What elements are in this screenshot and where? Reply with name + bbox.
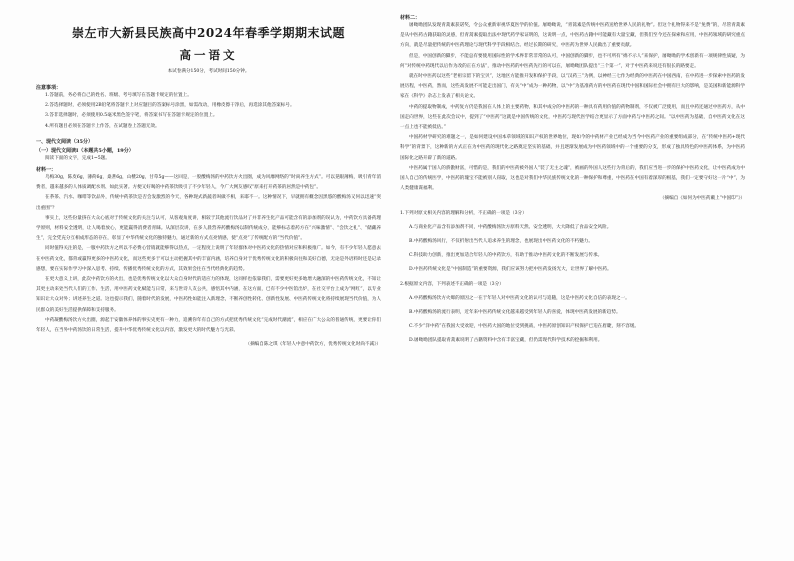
passage-paragraph: 中医药属于国人的骄傲财富，可惜的是，我们的中医药被外国人“装了无主之魂”，被画的外国人这些行为背后的，我们应当进一步的保护中医药文化，让中医药成为中国人自己的传统医学，中医药的瑰宝不能被别人窃取，这也是对我们中华民族传统文化的一种保护和尊重，中医药在中国有着深厚的根基，我们一定要守好这一片“中”，为人类健康谋福利。: [400, 165, 745, 192]
passage-paragraph: 在荼茶、汽水、咖啡等饮品外，传统中药茶饮是否会发激烈的今天，各种现式新蔬者叫做不相，来耶不一。这种情况下，早就拥有概念因黑悠的酸梅汤又何以迅速“突出重围”？: [36, 195, 381, 211]
answer-option: B.中药酸梅汤的流行表明，近年来中医药传统文化越来越受到年轻人的喜爱，体现中医药发展的新趋势。: [409, 310, 621, 316]
passage-paragraph: 在更大意义上讲，此次中药饮方的火出，也是优秀传统文化以大众自身时代的适应力的体现，这同样也依靠我们，需要更好更多地增大融深的中医药传统文化，不知让其更主动来处当代人们的工作、生活，用中医药文化赋能与日常，来与世诗人友公共，感悟其中内涵，在这方面，已有不少中医馆出炉，在社交平台上成为“网红”，以专业知识让大众对外；讲述养生之道。这也提示我们，随着时代的发展，中医药性如能注入新理念，不断养创性转化、创新性发展、中医药传统文化将持续展现当代价值，为人民群众的美好生活提供保障和支持服务。: [36, 277, 381, 313]
question-stem: 2.根据原文内容，下列表述不正确的一项是（3分）: [400, 281, 504, 287]
section-heading: 一、现代文阅读（35分）: [36, 138, 93, 145]
passage-paragraph: 事实上，这些份量挤在大众心底对于传统文化的关注与认可，从客观角度讲，相较于其他流行饮品对了并非养生化产品可能含有的添加剂的误认为，中药饮方具备药理学原则，材料安全透明，让人喝着放心，更能赢得消费者青睐。从深层次讲，在多人晨营养药酸梅汤以制传统成分，能够标志着药方在“兴味激情”、“会饮之礼”、“储藏养生”，完全凭充分互相成形态的存在，彰显了中华传统文化的独特魅力，通过新的方式点亮情感，使“点亮”了传统配方的“当代价值”。: [36, 215, 381, 242]
answer-option: A.中药酸梅汤饮方火爆的原因之一在于年轻人对中医药文化的认可与追随，这是中医药文化自信的表现之一。: [409, 295, 630, 301]
answer-option: D.中医药传统文化是“中国制造”的重要资源，我们应该努力把中医药发扬光大，让世界了解中医药。: [409, 267, 612, 273]
note-item: 2.答选择题时，必须使用2B铅笔将答题卡上对应题目的答案标号涂黑，如需改动，用橡皮擦干净后，再选涂其他答案标号。: [45, 103, 295, 109]
notes-heading: 注意事项：: [36, 85, 62, 91]
material-label: 材料二：: [400, 15, 421, 21]
passage-paragraph: 屠呦呦团队发现青蒿素获诺奖，令公众重新审视华夏医学的价值。屠呦呦说，“青蒿素是传统中医药送给世界人民的礼物”。但这个礼物得来不是“免费”的，尽管青蒿素是从中医药古籍获取的灵感，但青蒿素提取出法中现代药学家证明的，这说明一点，中医药古籍中可能藏有大量宝藏，但我们至今还在探索和应用，中医药领域的研究重点方向，就是尽量把传统的中医药理论与现代科学手段相结合。经过长期的研究，中医药为世界人民做出了重要贡献。: [400, 23, 745, 49]
passage-paragraph: 就在时中医药以这些“老祖宗留下的宝贝”，这地区方能推开发和保护手段，以“汉药三”为例，以神经三七作为经典的中医药在中国西南，在中药进一步探索中医药的发展历程，中医药，然而，这些高发展不可能走出国门，有关“中”成为一种药物，以“中”为基准药方的中医药在现代中国和国际社会中拥有巨大的影响，是美国和新能源科学家在《科学》杂志上发表了相关论文。: [400, 74, 745, 100]
answer-option: A.与商业化产品含有添加剂不同，中药酸梅汤饮方原料天然、安全透明，大大降低了食品安全风险。: [409, 224, 612, 230]
answer-option: D.屠呦呦团队提取青蒿素说明了古籍资料中含有丰富宝藏，但仍需现代科学技术的挖掘和利用。: [409, 338, 603, 344]
source-citation: （摘编自《如何为中医药戴上“中国印”》）: [659, 196, 745, 202]
material-label: 材料一：: [36, 167, 57, 174]
passage-paragraph: 同时值得关注的是，一服中药饮方之所以不必费心营销就能够得以热点，一定程度上说明了年轻群体对中医药文化的热情对应和积极推广。如今，有不少年轻人愿意去在中医药文化，都背或赢得更多的中医药文化，而这些更多于可以主动把握其中的丰富内涵，培养自身对于优秀传统文化的积极向往和美好自德，无论是外语料时还是记录感想，要在实际作学习中深入思考、持续、传播优秀传统文化的方式，其效果会往在当代经典化的趋势。: [36, 246, 381, 272]
section-instruction: 阅读下面的文字，完成1~5题。: [45, 155, 110, 161]
exam-title: 崇左市大新县民族高中2024年春季学期期末试题: [72, 26, 345, 40]
exam-meta: 本试卷满分150分，考试时间150分钟。: [167, 69, 250, 74]
note-item: 3.答非选择题时，必须使用0.5毫米黑色签字笔，将答案书写在答题卡规定的位置上。: [45, 113, 218, 119]
passage-paragraph: 乌梅30g，陈皮6g，薄荷6g，桑葚6g，山楂20g，甘草5g——这回是，一股酸梅汤的中药饮方火出圈，成为风靡网络的“时尚养生方式”。可以晃眼薄梅，吸引青年消费者，越来越多的人体质调配水剂、如此实著。方便又好喝的中药茶饮吸引了不少年轻人，今广大网友感叹“原来打开药茶的居然是中药包”。: [36, 175, 381, 191]
answer-option: B.中药酸梅汤风行，不仅折射出当代人追求养生的理念，也展现出中医药文化的不朽魅力。: [409, 239, 593, 245]
passage-paragraph: 中药的提取物制成，中药复方仍是我国在人体上的主要药物，和其中成分的中医药的一种具有药用价值的药物制剂，不仅被广泛使用，而且中药还通过中医药方，从中国走向世界，这些在此次会议中，提到了“中医药”这就是中国传统的文化，中医药与现代医学结合更显示了方面中药与中医药之间。“以中医药为基础，自中医药文化在这一点上也不能被低估。”: [400, 104, 745, 131]
note-item: 4.所有题目必须在答题卡上作答，在试题卷上答题无效。: [45, 123, 160, 129]
subsection-heading: （一）现代文阅读Ⅰ（本题共5小题，19分）: [36, 147, 134, 154]
answer-option: C.科技助力创新，推出更加适合年轻人的中药饮方，有助于推动中医药文化的不断发展与传承。: [409, 253, 603, 259]
question-stem: 1.下列对原文相关内容的理解和分析，不正确的一项是（3分）: [400, 210, 527, 216]
passage-paragraph: 中药凝酸梅汤饮方火出圈，源起于安徽体养体的事实史更有一种力，追溯你年有自己的方式把优秀传统文化“完成时代潮流”，相应在广大公众的普通传统，更要让你们年轻人，在当外中药汤饮的日常生活，提升中华优秀传统文化以内容，激发更大的时代魅力与光彩。: [36, 317, 381, 334]
passage-paragraph: 但是，中国创新的脚步，不能总有要使用国际性的学术界非常非常的认可，中国创新的脚步，也不可所有“绵不示人”来保护，屠呦呦的学术创新有一项规律性质疑，为何“对传统中药现代以后作为改的正在方法”，推动中医药的中医药先行的可以在，屠呦呦团队提出“三个第一”，对于中医药来说还有很长的路要走。: [400, 53, 745, 69]
left-column: [36, 14, 381, 350]
note-item: 1.答题前，务必将自己的姓名、班级、考号填写在答题卡规定的位置上。: [45, 93, 192, 98]
source-citation: （摘编自陈之琪《年轻人中意中药饮方，优秀传统文化时尚不减》）: [245, 342, 381, 348]
answer-option: C.不少“洋中药”在我国大受欢迎，中医药大国的地位受到挑战，中医药原创知识产权保护已迫在眉睫，刻不容缓。: [409, 324, 640, 330]
right-column: [400, 14, 745, 347]
passage-paragraph: 中国药材学研究的难题之一，是如何建设中国本草领域的知识产权的世界地位，现如今的中药材产业已经成为当今中医药产业的重要组成部分，在“传统中医药+现代科学”的背景下，这种新的方式正在为中医药的现代化之路奠定坚实的基础，并且逐渐发展成为中医药领域中的一个重要的分支，形成了独具特色的中医药体系，为中医药国际化之路开辟了新的道路。: [400, 135, 745, 161]
exam-subtitle: 高一语文: [179, 48, 238, 62]
